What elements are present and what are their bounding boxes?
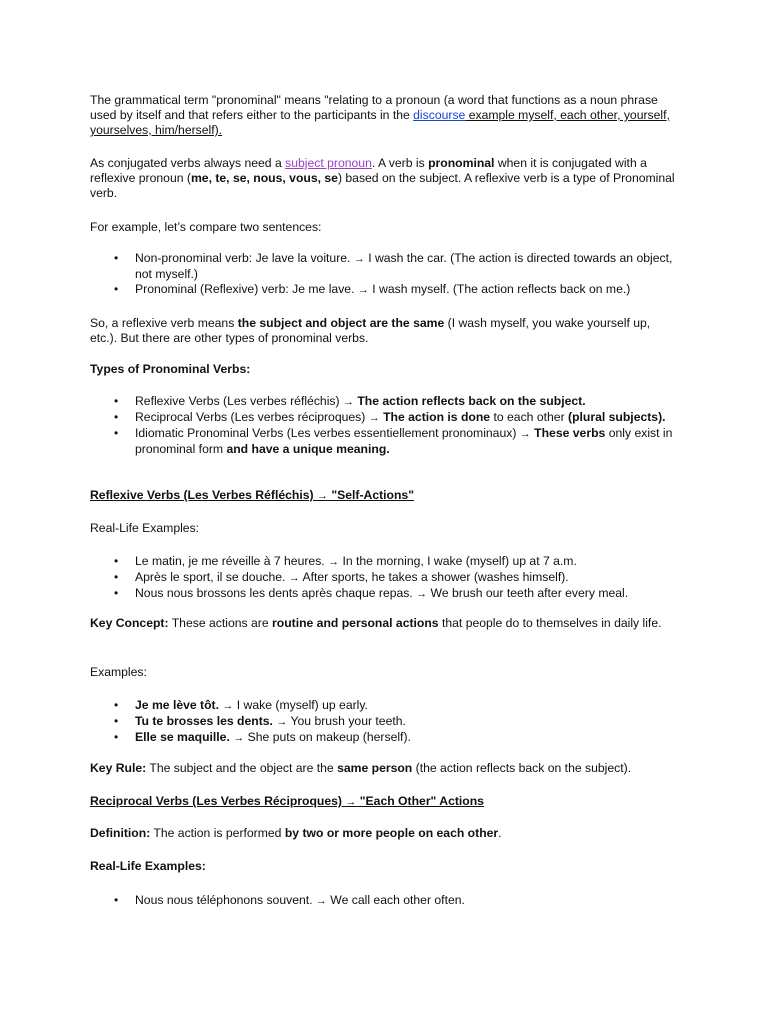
conj-text-4: ) based on the subject. A reflexive verb is a type of Pronominal verb. xyxy=(90,171,675,200)
list-item xyxy=(90,282,680,298)
definition xyxy=(90,826,680,841)
key-concept-text: These actions are xyxy=(168,616,272,630)
arrow-icon: → xyxy=(416,588,428,600)
arrow-icon: → xyxy=(276,716,288,728)
definition-bold: by two or more people on each other xyxy=(284,826,499,840)
so-text: So, a reflexive verb means xyxy=(90,316,238,330)
heading-text: Reflexive Verbs (Les Verbes Réfléchis) xyxy=(90,488,317,502)
key-concept-bold: routine and personal actions xyxy=(272,616,439,630)
item-text: Le matin, je me réveille à 7 heures. xyxy=(135,554,329,568)
list-item xyxy=(90,893,680,909)
arrow-icon: → xyxy=(316,490,328,502)
arrow-icon: → xyxy=(315,895,327,907)
item-translation: She puts on makeup (herself). xyxy=(244,730,411,744)
definition-text-2: . xyxy=(498,826,502,840)
list-item xyxy=(90,714,680,730)
item-translation: After sports, he takes a shower (washes himself). xyxy=(299,570,569,584)
item-translation: We brush our teeth after every meal. xyxy=(427,586,629,600)
item-text: Pronominal (Reflexive) verb: Je me lave. xyxy=(135,282,355,296)
definition-text: The action is performed xyxy=(150,826,285,840)
arrow-icon: → xyxy=(233,732,245,744)
item-translation: I wash myself. (The action reflects back on me.) xyxy=(368,282,631,296)
list-item xyxy=(90,586,680,602)
conj-text: As conjugated verbs always need a xyxy=(90,156,286,170)
conj-text-2: . A verb is xyxy=(371,156,429,170)
key-concept-text-2: that people do to themselves in daily life. xyxy=(438,616,662,630)
intro-examples: example myself, each other, yourself, yourselves, him/herself). xyxy=(90,108,670,137)
real-life-label-2-text: Real-Life Examples: xyxy=(90,859,206,873)
item-text: Reflexive Verbs (Les verbes réfléchis) xyxy=(135,394,343,408)
reflexive-pronouns: me, te, se, nous, vous, se xyxy=(190,171,338,185)
item-bold: The action is done xyxy=(379,410,491,424)
arrow-icon: → xyxy=(519,428,531,440)
item-text: Après le sport, il se douche. xyxy=(135,570,289,584)
item-translation: We call each other often. xyxy=(326,893,465,907)
reciprocal-heading xyxy=(90,794,680,810)
list-item xyxy=(90,251,680,282)
item-text: Nous nous téléphonons souvent. xyxy=(135,893,316,907)
discourse-link[interactable]: discourse xyxy=(413,108,466,122)
list-item xyxy=(90,698,680,714)
list-item xyxy=(90,570,680,586)
conjugation-paragraph xyxy=(90,156,680,201)
compare-list xyxy=(90,251,680,298)
item-text: Idiomatic Pronominal Verbs (Les verbes essentiellement pronominaux) xyxy=(135,426,520,440)
real-life-list xyxy=(90,554,680,602)
key-rule xyxy=(90,761,680,776)
arrow-icon: → xyxy=(353,253,365,265)
arrow-icon: → xyxy=(222,700,234,712)
list-item xyxy=(90,730,680,746)
types-heading-text: Types of Pronominal Verbs: xyxy=(90,362,251,376)
key-rule-text-2: (the action reflects back on the subject). xyxy=(412,761,632,775)
real-life-label: Real-Life Examples: xyxy=(90,521,200,535)
key-rule-bold: same person xyxy=(337,761,413,775)
item-text-2: only exist in pronominal form xyxy=(135,426,673,456)
arrow-icon: → xyxy=(328,556,340,568)
conj-bold: pronominal xyxy=(428,156,495,170)
item-text-2: to each other xyxy=(490,410,569,424)
item-text: Nous nous brossons les dents après chaque repas. xyxy=(135,586,417,600)
subject-pronoun-link[interactable]: subject pronoun xyxy=(285,156,372,170)
item-translation: You brush your teeth. xyxy=(287,714,406,728)
arrow-icon: → xyxy=(342,396,354,408)
item-bold: The action reflects back on the subject. xyxy=(353,394,586,408)
key-rule-label: Key Rule: xyxy=(90,761,147,775)
intro-text-2: (a word that functions as a noun phrase used by itself and that refers either to the participants in the xyxy=(90,93,658,122)
real-life-label-2 xyxy=(90,859,680,874)
types-list xyxy=(90,394,680,457)
item-bold: These verbs xyxy=(530,426,606,440)
key-concept-label: Key Concept: xyxy=(90,616,169,630)
key-rule-text: The subject and the object are the xyxy=(146,761,338,775)
arrow-icon: → xyxy=(357,284,369,296)
arrow-icon: → xyxy=(288,572,300,584)
list-item xyxy=(90,426,680,457)
key-concept xyxy=(90,616,680,631)
item-bold: Je me lève tôt. xyxy=(135,698,223,712)
item-bold-2: (plural subjects). xyxy=(568,410,666,424)
item-text: Reciprocal Verbs (Les verbes réciproques) xyxy=(135,410,369,424)
definition-label: Definition: xyxy=(90,826,151,840)
conj-text-3: when it is conjugated with a reflexive pronoun ( xyxy=(90,156,647,185)
item-translation: In the morning, I wake (myself) up at 7 a.m. xyxy=(339,554,577,568)
item-text: Non-pronominal verb: Je lave la voiture. xyxy=(135,251,351,265)
examples-list xyxy=(90,698,680,746)
arrow-icon: → xyxy=(368,412,380,424)
list-item xyxy=(90,554,680,570)
types-heading xyxy=(90,362,680,377)
arrow-icon: → xyxy=(345,796,357,808)
item-translation: I wash the car. (The action is directed towards an object, not myself.) xyxy=(135,251,673,281)
examples-label: Examples: xyxy=(90,665,147,679)
compare-intro: For example, let’s compare two sentences: xyxy=(90,220,322,234)
list-item xyxy=(90,394,680,410)
heading-text: Reciprocal Verbs (Les Verbes Réciproques) xyxy=(90,794,346,808)
item-translation: I wake (myself) up early. xyxy=(233,698,368,712)
item-bold: Elle se maquille. xyxy=(135,730,234,744)
list-item xyxy=(90,410,680,426)
heading-text-2: "Each Other" Actions xyxy=(356,794,484,808)
so-bold: the subject and object are the same xyxy=(237,316,445,330)
intro-paragraph xyxy=(90,93,680,138)
intro-text: The grammatical term "pronominal" means "relating to a pronoun xyxy=(90,93,441,107)
so-paragraph xyxy=(90,316,680,346)
item-bold-2: and have a unique meaning. xyxy=(226,442,390,456)
real-life-list-2 xyxy=(90,893,680,909)
reflexive-heading xyxy=(90,488,680,504)
item-bold: Tu te brosses les dents. xyxy=(135,714,277,728)
so-text-2: (I wash myself, you wake yourself up, etc.). But there are other types of pronominal verbs. xyxy=(90,316,651,345)
heading-text-2: "Self-Actions" xyxy=(327,488,414,502)
